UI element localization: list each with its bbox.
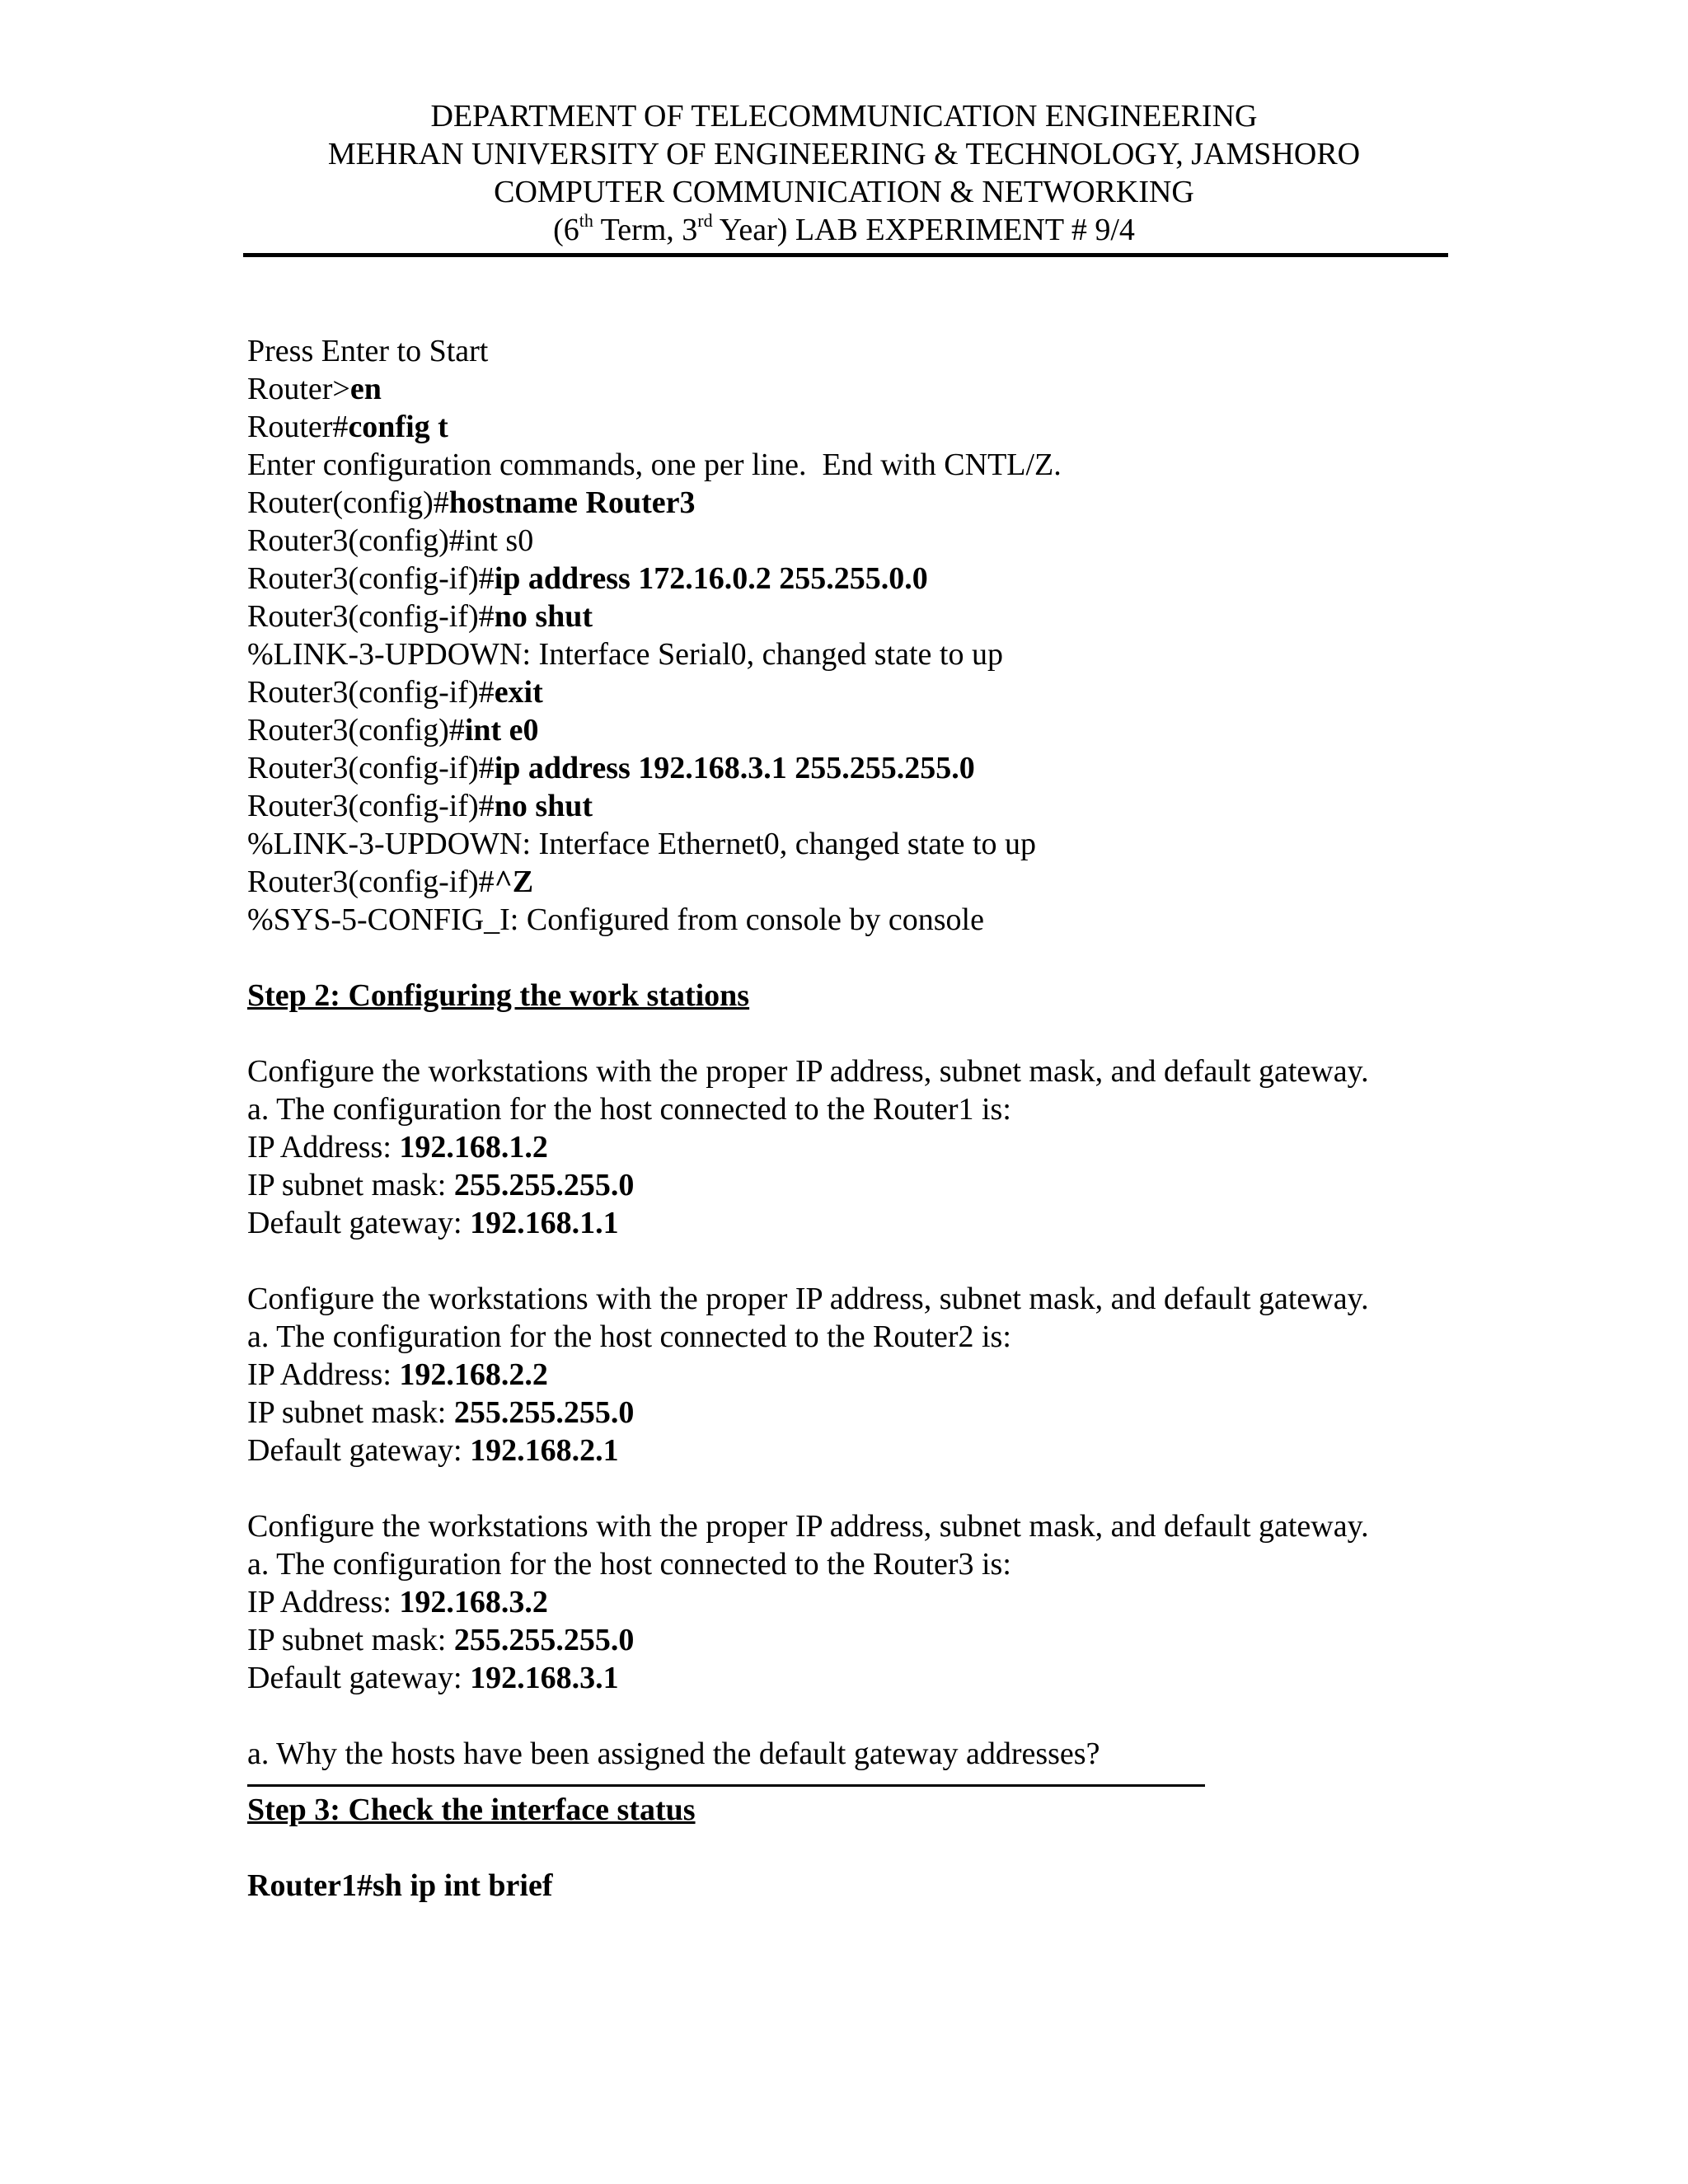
- host-config-line: a. The configuration for the host connected to the Router3 is:: [247, 1547, 1011, 1582]
- header-divider: [243, 253, 1448, 257]
- host-subnet-mask: IP subnet mask: 255.255.255.0: [247, 1395, 635, 1430]
- host-ip-address: IP Address: 192.168.2.2: [247, 1357, 548, 1392]
- console-line: Router3(config-if)#exit: [247, 675, 543, 710]
- host-config-line: a. The configuration for the host connected to the Router2 is:: [247, 1319, 1011, 1354]
- document-header: [0, 97, 1688, 249]
- host-subnet-mask: IP subnet mask: 255.255.255.0: [247, 1168, 635, 1202]
- host-ip-address: IP Address: 192.168.3.2: [247, 1585, 548, 1619]
- console-line: Router3(config-if)#ip address 192.168.3.1 255.255.255.0: [247, 751, 975, 785]
- host-ip-address: IP Address: 192.168.1.2: [247, 1130, 548, 1165]
- host-config-line: a. The configuration for the host connected to the Router1 is:: [247, 1092, 1011, 1127]
- console-line: %LINK-3-UPDOWN: Interface Serial0, changed state to up: [247, 637, 1003, 672]
- console-line: Router3(config-if)#^Z: [247, 865, 534, 899]
- department-name: DEPARTMENT OF TELECOMMUNICATION ENGINEERING: [430, 99, 1258, 134]
- answer-blank-line: [247, 1784, 1205, 1787]
- host-default-gateway: Default gateway: 192.168.1.1: [247, 1206, 619, 1240]
- console-line: Press Enter to Start: [247, 334, 489, 368]
- console-line: Router3(config)#int s0: [247, 523, 534, 558]
- host-subnet-mask: IP subnet mask: 255.255.255.0: [247, 1623, 635, 1657]
- host-default-gateway: Default gateway: 192.168.3.1: [247, 1661, 619, 1695]
- step2-heading: Step 2: Configuring the work stations: [247, 978, 750, 1013]
- university-name: MEHRAN UNIVERSITY OF ENGINEERING & TECHNOLOGY, JAMSHORO: [327, 137, 1361, 171]
- course-name: COMPUTER COMMUNICATION & NETWORKING: [494, 175, 1194, 209]
- document-body: [247, 332, 1451, 1905]
- console-line: Router3(config-if)#no shut: [247, 789, 593, 823]
- console-line: %SYS-5-CONFIG_I: Configured from console by console: [247, 902, 984, 937]
- question-text: a. Why the hosts have been assigned the default gateway addresses?: [247, 1736, 1100, 1771]
- console-line: Router>en: [247, 372, 382, 406]
- step3-heading: Step 3: Check the interface status: [247, 1793, 696, 1827]
- console-line: Router(config)#hostname Router3: [247, 485, 696, 520]
- console-line: Router3(config)#int e0: [247, 713, 539, 748]
- console-line: Enter configuration commands, one per line. End with CNTL/Z.: [247, 448, 1062, 482]
- console-line: %LINK-3-UPDOWN: Interface Ethernet0, changed state to up: [247, 827, 1037, 861]
- experiment-info: (6th Term, 3rd Year) LAB EXPERIMENT # 9/4: [553, 210, 1135, 247]
- console-line: Router3(config-if)#ip address 172.16.0.2 255.255.0.0: [247, 561, 928, 596]
- host-config-router2: [247, 1280, 1451, 1469]
- host-default-gateway: Default gateway: 192.168.2.1: [247, 1433, 619, 1468]
- host-intro: Configure the workstations with the proper IP address, subnet mask, and default gateway.: [247, 1282, 1369, 1316]
- step3-command: Router1#sh ip int brief: [247, 1868, 553, 1903]
- console-line: Router3(config-if)#no shut: [247, 599, 593, 634]
- host-intro: Configure the workstations with the proper IP address, subnet mask, and default gateway.: [247, 1054, 1369, 1089]
- console-line: Router#config t: [247, 410, 448, 444]
- console-session: [247, 332, 1451, 939]
- host-config-router1: [247, 1052, 1451, 1242]
- host-config-router3: [247, 1507, 1451, 1697]
- host-intro: Configure the workstations with the proper IP address, subnet mask, and default gateway.: [247, 1509, 1369, 1544]
